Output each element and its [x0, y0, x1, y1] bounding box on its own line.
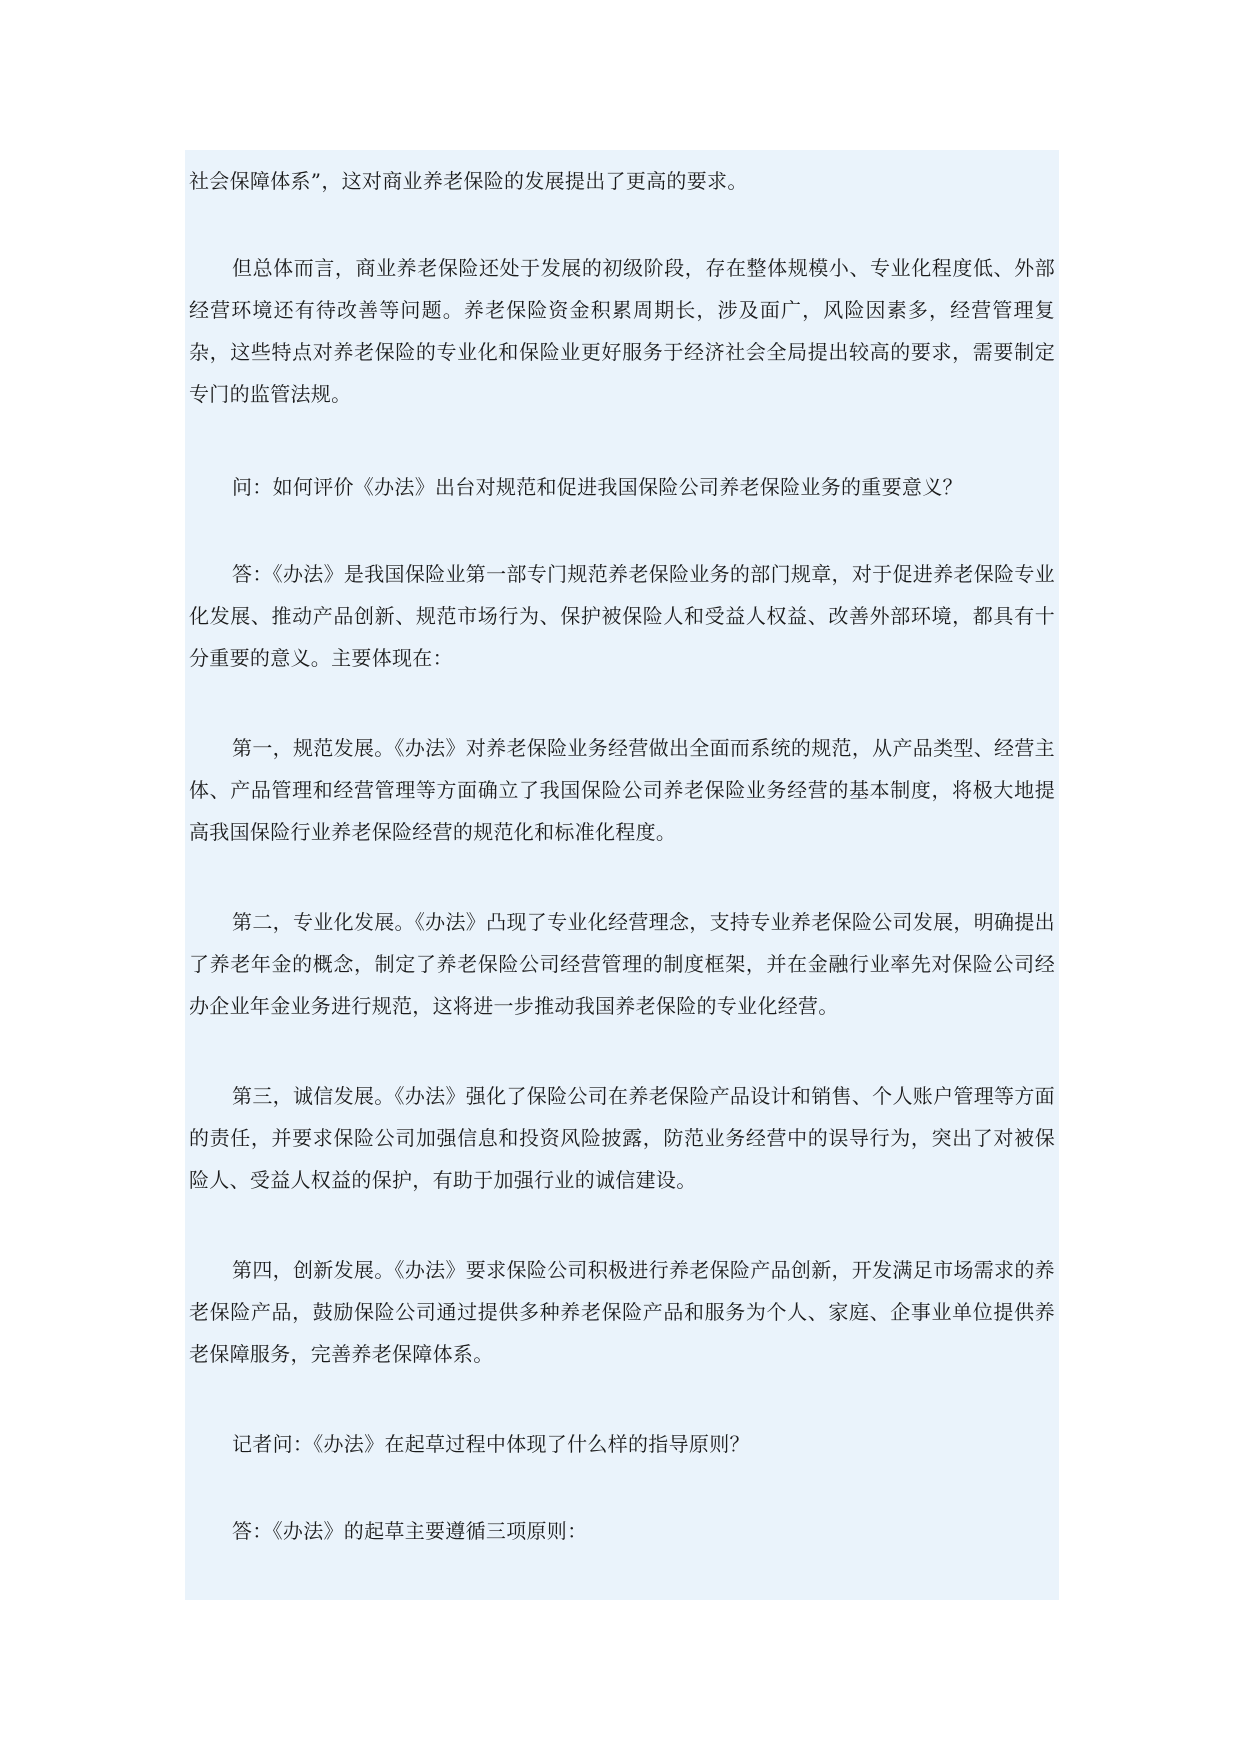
paragraph-point-one: 第一，规范发展。《办法》对养老保险业务经营做出全面而系统的规范，从产品类型、经营主体、产品管理和经营管理等方面确立了我国保险公司养老保险业务经营的基本制度，将极大地提高我国保险行业养老保险经营的规范化和标准化程度。: [189, 736, 1055, 844]
paragraph-point-four: 第四，创新发展。《办法》要求保险公司积极进行养老保险产品创新，开发满足市场需求的养老保险产品，鼓励保险公司通过提供多种养老保险产品和服务为个人、家庭、企事业单位提供养老保障服务，完善养老保障体系。: [189, 1258, 1055, 1366]
paragraph-overview: 但总体而言，商业养老保险还处于发展的初级阶段，存在整体规模小、专业化程度低、外部经营环境还有待改善等问题。养老保险资金积累周期长，涉及面广，风险因素多，经营管理复杂，这些特点对养老保险的专业化和保险业更好服务于经济社会全局提出较高的要求，需要制定专门的监管法规。: [189, 256, 1055, 406]
paragraph-question-principles: 记者问：《办法》在起草过程中体现了什么样的指导原则？: [232, 1432, 750, 1456]
paragraph-answer-significance: 答：《办法》是我国保险业第一部专门规范养老保险业务的部门规章，对于促进养老保险专业化发展、推动产品创新、规范市场行为、保护被保险人和受益人权益、改善外部环境，都具有十分重要的意义。主要体现在：: [189, 562, 1055, 670]
paragraph-point-two: 第二，专业化发展。《办法》凸现了专业化经营理念，支持专业养老保险公司发展，明确提出了养老年金的概念，制定了养老保险公司经营管理的制度框架，并在金融行业率先对保险公司经办企业年金业务进行规范，这将进一步推动我国养老保险的专业化经营。: [189, 910, 1055, 1018]
paragraph-continuation: 社会保障体系”，这对商业养老保险的发展提出了更高的要求。: [189, 169, 748, 193]
paragraph-question-significance: 问：如何评价《办法》出台对规范和促进我国保险公司养老保险业务的重要意义？: [232, 475, 963, 499]
paragraph-point-three: 第三，诚信发展。《办法》强化了保险公司在养老保险产品设计和销售、个人账户管理等方面的责任，并要求保险公司加强信息和投资风险披露，防范业务经营中的误导行为，突出了对被保险人、受益人权益的保护，有助于加强行业的诚信建设。: [189, 1084, 1055, 1192]
paragraph-answer-principles: 答：《办法》的起草主要遵循三项原则：: [232, 1519, 588, 1543]
